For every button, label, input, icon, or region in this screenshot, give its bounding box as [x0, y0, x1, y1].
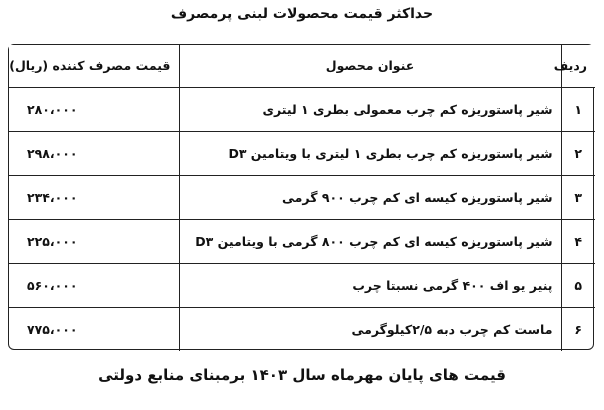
header-product: عنوان محصول: [179, 45, 561, 87]
row-index: ۵: [561, 263, 595, 307]
row-product: شیر پاستوریزه کم چرب بطری ۱ لیتری با ویتامین D۳: [179, 131, 561, 175]
table-row: [9, 87, 595, 131]
header-price: قیمت مصرف کننده (ریال): [9, 45, 179, 87]
price-table-grid: [9, 45, 595, 351]
table-header-row: [9, 45, 595, 87]
row-product: پنیر یو اف ۴۰۰ گرمی نسبتا چرب: [179, 263, 561, 307]
row-product: شیر پاستوریزه کیسه ای کم چرب ۸۰۰ گرمی با ویتامین D۳: [179, 219, 561, 263]
row-price: ۷۷۵،۰۰۰: [9, 307, 179, 351]
table-row: [9, 131, 595, 175]
table-row: [9, 263, 595, 307]
row-index: ۳: [561, 175, 595, 219]
page-title: حداکثر قیمت محصولات لبنی پرمصرف: [170, 6, 434, 22]
table-row: [9, 307, 595, 351]
header-index: ردیف: [561, 45, 595, 87]
row-index: ۱: [561, 87, 595, 131]
price-footnote: قیمت های پایان مهرماه سال ۱۴۰۳ برمبنای منابع دولتی: [98, 366, 506, 384]
row-product: شیر پاستوریزه کم چرب معمولی بطری ۱ لیتری: [179, 87, 561, 131]
table-row: [9, 219, 595, 263]
row-index: ۶: [561, 307, 595, 351]
row-index: ۴: [561, 219, 595, 263]
price-table: [8, 44, 594, 350]
row-price: ۵۶۰،۰۰۰: [9, 263, 179, 307]
row-product: ماست کم چرب دبه ۲/۵کیلوگرمی: [179, 307, 561, 351]
row-price: ۲۸۰،۰۰۰: [9, 87, 179, 131]
row-price: ۲۳۴،۰۰۰: [9, 175, 179, 219]
row-price: ۲۲۵،۰۰۰: [9, 219, 179, 263]
row-index: ۲: [561, 131, 595, 175]
table-row: [9, 175, 595, 219]
row-price: ۲۹۸،۰۰۰: [9, 131, 179, 175]
row-product: شیر پاستوریزه کیسه ای کم چرب ۹۰۰ گرمی: [179, 175, 561, 219]
